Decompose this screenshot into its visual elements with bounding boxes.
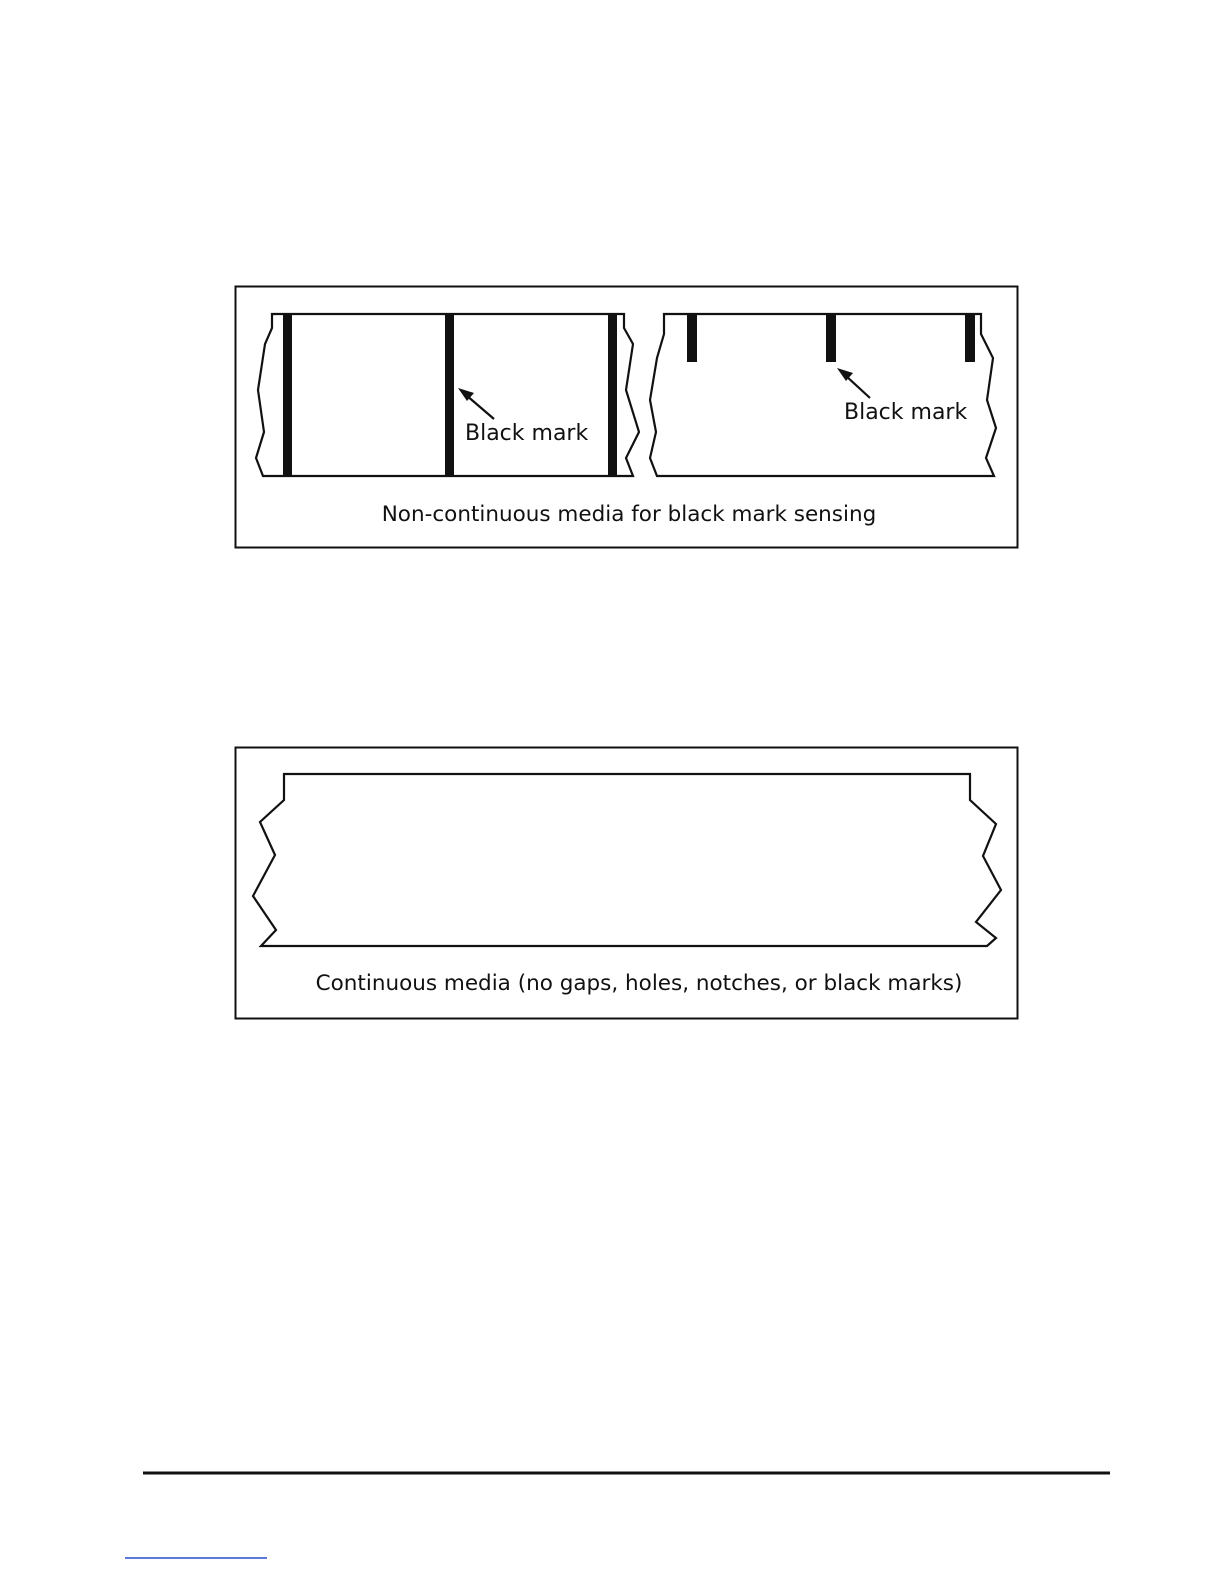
black-mark-bar (445, 314, 454, 476)
black-mark-bar (283, 314, 292, 476)
black-mark-label: Black mark (465, 421, 589, 446)
figure-continuous-media (236, 748, 1018, 1019)
black-mark-notch (965, 314, 975, 362)
media-strip-right (650, 314, 996, 476)
figure-caption: Non-continuous media for black mark sensing (381, 502, 877, 527)
figure-caption: Continuous media (no gaps, holes, notches, or black marks) (315, 971, 963, 996)
black-mark-bar (608, 314, 617, 476)
black-mark-notch (687, 314, 697, 362)
black-mark-notch (826, 314, 836, 362)
media-strip-left (256, 314, 639, 476)
media-strip-continuous (253, 774, 1001, 946)
media-strip-outline (650, 314, 996, 476)
black-mark-label: Black mark (844, 400, 968, 425)
figure-noncontinuous-media (236, 287, 1018, 548)
media-strip-outline (253, 774, 1001, 946)
